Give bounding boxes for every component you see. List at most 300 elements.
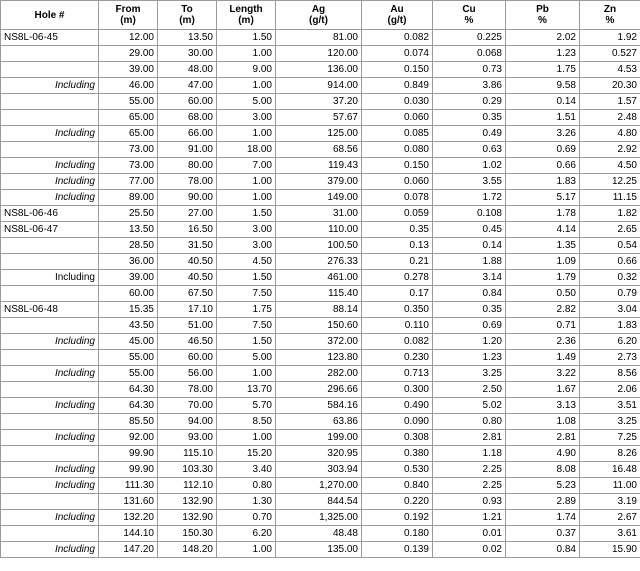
from-cell: 13.50 [99, 222, 158, 238]
pb-cell: 3.22 [506, 366, 580, 382]
column-header-pb [506, 1, 580, 30]
au-cell: 0.300 [362, 382, 433, 398]
au-cell: 0.180 [362, 526, 433, 542]
length-cell: 1.00 [217, 430, 276, 446]
length-cell: 1.00 [217, 78, 276, 94]
length-cell: 1.00 [217, 126, 276, 142]
ag-cell: 57.67 [276, 110, 362, 126]
ag-cell: 81.00 [276, 30, 362, 46]
column-header-label: Hole # [34, 9, 65, 21]
pb-cell: 0.37 [506, 526, 580, 542]
table-row [1, 30, 640, 46]
to-cell: 132.90 [158, 494, 217, 510]
ag-cell: 119.43 [276, 158, 362, 174]
pb-cell: 1.49 [506, 350, 580, 366]
cu-cell: 0.14 [433, 238, 506, 254]
cu-cell: 1.23 [433, 350, 506, 366]
hole-cell [1, 46, 99, 62]
au-cell: 0.490 [362, 398, 433, 414]
zn-cell: 16.48 [580, 462, 640, 478]
pb-cell: 1.75 [506, 62, 580, 78]
from-cell: 25.50 [99, 206, 158, 222]
au-cell: 0.074 [362, 46, 433, 62]
to-cell: 67.50 [158, 286, 217, 302]
ag-cell: 296.66 [276, 382, 362, 398]
cu-cell: 3.25 [433, 366, 506, 382]
including-label-cell: Including [1, 366, 99, 382]
hole-cell [1, 350, 99, 366]
table-row [1, 398, 640, 414]
length-cell: 5.00 [217, 94, 276, 110]
cu-cell: 1.72 [433, 190, 506, 206]
to-cell: 40.50 [158, 254, 217, 270]
zn-cell: 1.57 [580, 94, 640, 110]
to-cell: 46.50 [158, 334, 217, 350]
pb-cell: 4.14 [506, 222, 580, 238]
cu-cell: 0.63 [433, 142, 506, 158]
from-cell: 99.90 [99, 462, 158, 478]
hole-cell [1, 382, 99, 398]
table-row [1, 462, 640, 478]
from-cell: 60.00 [99, 286, 158, 302]
hole-cell [1, 142, 99, 158]
cu-cell: 0.02 [433, 542, 506, 558]
zn-cell: 4.50 [580, 158, 640, 174]
au-cell: 0.192 [362, 510, 433, 526]
to-cell: 17.10 [158, 302, 217, 318]
from-cell: 43.50 [99, 318, 158, 334]
column-header-unit: (g/t) [309, 15, 328, 26]
au-cell: 0.230 [362, 350, 433, 366]
ag-cell: 88.14 [276, 302, 362, 318]
zn-cell: 0.66 [580, 254, 640, 270]
length-cell: 5.70 [217, 398, 276, 414]
table-row [1, 126, 640, 142]
length-cell: 1.50 [217, 334, 276, 350]
hole-id-cell: NS8L-06-47 [1, 222, 99, 238]
table-row [1, 270, 640, 286]
cu-cell: 0.35 [433, 110, 506, 126]
to-cell: 70.00 [158, 398, 217, 414]
to-cell: 150.30 [158, 526, 217, 542]
zn-cell: 2.06 [580, 382, 640, 398]
column-header-zn [580, 1, 640, 30]
cu-cell: 0.45 [433, 222, 506, 238]
ag-cell: 63.86 [276, 414, 362, 430]
cu-cell: 3.55 [433, 174, 506, 190]
column-header-label: Au [390, 4, 404, 15]
au-cell: 0.078 [362, 190, 433, 206]
cu-cell: 1.20 [433, 334, 506, 350]
pb-cell: 1.83 [506, 174, 580, 190]
cu-cell: 0.29 [433, 94, 506, 110]
from-cell: 147.20 [99, 542, 158, 558]
from-cell: 36.00 [99, 254, 158, 270]
au-cell: 0.080 [362, 142, 433, 158]
pb-cell: 2.82 [506, 302, 580, 318]
from-cell: 55.00 [99, 94, 158, 110]
pb-cell: 0.84 [506, 542, 580, 558]
au-cell: 0.17 [362, 286, 433, 302]
to-cell: 60.00 [158, 350, 217, 366]
including-label-cell: Including [1, 430, 99, 446]
pb-cell: 0.69 [506, 142, 580, 158]
ag-cell: 37.20 [276, 94, 362, 110]
length-cell: 7.50 [217, 286, 276, 302]
from-cell: 55.00 [99, 350, 158, 366]
to-cell: 31.50 [158, 238, 217, 254]
pb-cell: 2.81 [506, 430, 580, 446]
table-row [1, 286, 640, 302]
column-header-label: Cu [462, 4, 476, 15]
zn-cell: 11.15 [580, 190, 640, 206]
table-row [1, 414, 640, 430]
ag-cell: 123.80 [276, 350, 362, 366]
pb-cell: 1.08 [506, 414, 580, 430]
including-label-cell: Including [1, 510, 99, 526]
cu-cell: 0.93 [433, 494, 506, 510]
length-cell: 1.00 [217, 190, 276, 206]
to-cell: 112.10 [158, 478, 217, 494]
length-cell: 1.75 [217, 302, 276, 318]
au-cell: 0.840 [362, 478, 433, 494]
cu-cell: 0.73 [433, 62, 506, 78]
zn-cell: 0.54 [580, 238, 640, 254]
including-label-cell: Including [1, 334, 99, 350]
table-row [1, 206, 640, 222]
zn-cell: 3.61 [580, 526, 640, 542]
au-cell: 0.082 [362, 30, 433, 46]
table-row [1, 94, 640, 110]
including-label-cell: Including [1, 542, 99, 558]
including-label-cell: Including [1, 478, 99, 494]
to-cell: 47.00 [158, 78, 217, 94]
ag-cell: 31.00 [276, 206, 362, 222]
ag-cell: 115.40 [276, 286, 362, 302]
table-row [1, 542, 640, 558]
length-cell: 6.20 [217, 526, 276, 542]
from-cell: 111.30 [99, 478, 158, 494]
ag-cell: 372.00 [276, 334, 362, 350]
au-cell: 0.350 [362, 302, 433, 318]
zn-cell: 12.25 [580, 174, 640, 190]
table-row [1, 478, 640, 494]
zn-cell: 15.90 [580, 542, 640, 558]
zn-cell: 11.00 [580, 478, 640, 494]
ag-cell: 100.50 [276, 238, 362, 254]
hole-id-cell: NS8L-06-45 [1, 30, 99, 46]
hole-cell [1, 286, 99, 302]
to-cell: 30.00 [158, 46, 217, 62]
from-cell: 15.35 [99, 302, 158, 318]
au-cell: 0.150 [362, 158, 433, 174]
ag-cell: 282.00 [276, 366, 362, 382]
table-row [1, 158, 640, 174]
ag-cell: 584.16 [276, 398, 362, 414]
from-cell: 92.00 [99, 430, 158, 446]
table-row [1, 174, 640, 190]
au-cell: 0.35 [362, 222, 433, 238]
to-cell: 80.00 [158, 158, 217, 174]
table-row [1, 190, 640, 206]
from-cell: 29.00 [99, 46, 158, 62]
zn-cell: 20.30 [580, 78, 640, 94]
hole-cell [1, 110, 99, 126]
column-header-unit: (m) [179, 15, 195, 26]
length-cell: 3.00 [217, 222, 276, 238]
cu-cell: 1.88 [433, 254, 506, 270]
to-cell: 16.50 [158, 222, 217, 238]
au-cell: 0.082 [362, 334, 433, 350]
column-header-label: Length [229, 4, 263, 15]
pb-cell: 5.23 [506, 478, 580, 494]
from-cell: 89.00 [99, 190, 158, 206]
length-cell: 1.50 [217, 270, 276, 286]
hole-cell [1, 494, 99, 510]
column-header-label: Pb [536, 4, 549, 15]
length-cell: 1.00 [217, 366, 276, 382]
cu-cell: 3.86 [433, 78, 506, 94]
column-header-unit: (m) [238, 15, 254, 26]
to-cell: 91.00 [158, 142, 217, 158]
to-cell: 66.00 [158, 126, 217, 142]
length-cell: 13.70 [217, 382, 276, 398]
to-cell: 78.00 [158, 382, 217, 398]
from-cell: 99.90 [99, 446, 158, 462]
table-row [1, 110, 640, 126]
cu-cell: 2.25 [433, 462, 506, 478]
column-header-label: Ag [311, 4, 326, 15]
length-cell: 7.00 [217, 158, 276, 174]
to-cell: 27.00 [158, 206, 217, 222]
ag-cell: 135.00 [276, 542, 362, 558]
table-body [1, 30, 640, 558]
column-header-unit: % [464, 15, 474, 26]
length-cell: 7.50 [217, 318, 276, 334]
zn-cell: 8.26 [580, 446, 640, 462]
table-row [1, 142, 640, 158]
table-row [1, 382, 640, 398]
including-label-cell: Including [1, 158, 99, 174]
zn-cell: 8.56 [580, 366, 640, 382]
ag-cell: 149.00 [276, 190, 362, 206]
ag-cell: 303.94 [276, 462, 362, 478]
zn-cell: 0.527 [580, 46, 640, 62]
pb-cell: 1.78 [506, 206, 580, 222]
length-cell: 15.20 [217, 446, 276, 462]
zn-cell: 2.65 [580, 222, 640, 238]
cu-cell: 1.18 [433, 446, 506, 462]
table-row [1, 302, 640, 318]
column-header-au [362, 1, 433, 30]
length-cell: 9.00 [217, 62, 276, 78]
cu-cell: 0.225 [433, 30, 506, 46]
length-cell: 4.50 [217, 254, 276, 270]
from-cell: 39.00 [99, 62, 158, 78]
pb-cell: 3.26 [506, 126, 580, 142]
cu-cell: 0.35 [433, 302, 506, 318]
to-cell: 94.00 [158, 414, 217, 430]
zn-cell: 3.04 [580, 302, 640, 318]
pb-cell: 1.09 [506, 254, 580, 270]
to-cell: 56.00 [158, 366, 217, 382]
au-cell: 0.278 [362, 270, 433, 286]
au-cell: 0.060 [362, 110, 433, 126]
cu-cell: 1.21 [433, 510, 506, 526]
table-row [1, 430, 640, 446]
from-cell: 65.00 [99, 126, 158, 142]
au-cell: 0.085 [362, 126, 433, 142]
pb-cell: 3.13 [506, 398, 580, 414]
table-row [1, 446, 640, 462]
length-cell: 0.80 [217, 478, 276, 494]
zn-cell: 4.53 [580, 62, 640, 78]
including-label-cell: Including [1, 270, 99, 286]
au-cell: 0.139 [362, 542, 433, 558]
table-row [1, 334, 640, 350]
including-label-cell: Including [1, 126, 99, 142]
zn-cell: 2.67 [580, 510, 640, 526]
pb-cell: 1.79 [506, 270, 580, 286]
length-cell: 5.00 [217, 350, 276, 366]
pb-cell: 1.23 [506, 46, 580, 62]
zn-cell: 3.51 [580, 398, 640, 414]
from-cell: 73.00 [99, 142, 158, 158]
hole-cell [1, 62, 99, 78]
ag-cell: 320.95 [276, 446, 362, 462]
zn-cell: 0.32 [580, 270, 640, 286]
hole-cell [1, 254, 99, 270]
pb-cell: 0.66 [506, 158, 580, 174]
pb-cell: 9.58 [506, 78, 580, 94]
pb-cell: 0.14 [506, 94, 580, 110]
column-header-to [158, 1, 217, 30]
au-cell: 0.380 [362, 446, 433, 462]
table-row [1, 222, 640, 238]
zn-cell: 6.20 [580, 334, 640, 350]
table-row [1, 510, 640, 526]
pb-cell: 2.89 [506, 494, 580, 510]
au-cell: 0.150 [362, 62, 433, 78]
pb-cell: 0.50 [506, 286, 580, 302]
au-cell: 0.110 [362, 318, 433, 334]
au-cell: 0.21 [362, 254, 433, 270]
zn-cell: 2.48 [580, 110, 640, 126]
column-header-length [217, 1, 276, 30]
column-header-from [99, 1, 158, 30]
zn-cell: 4.80 [580, 126, 640, 142]
length-cell: 1.30 [217, 494, 276, 510]
pb-cell: 0.71 [506, 318, 580, 334]
au-cell: 0.060 [362, 174, 433, 190]
zn-cell: 7.25 [580, 430, 640, 446]
table-row [1, 238, 640, 254]
from-cell: 85.50 [99, 414, 158, 430]
length-cell: 3.40 [217, 462, 276, 478]
cu-cell: 0.068 [433, 46, 506, 62]
column-header-cu [433, 1, 506, 30]
pb-cell: 1.35 [506, 238, 580, 254]
length-cell: 3.00 [217, 238, 276, 254]
pb-cell: 2.36 [506, 334, 580, 350]
au-cell: 0.220 [362, 494, 433, 510]
cu-cell: 3.14 [433, 270, 506, 286]
au-cell: 0.308 [362, 430, 433, 446]
cu-cell: 2.50 [433, 382, 506, 398]
column-header-hole [1, 1, 99, 30]
table-row [1, 366, 640, 382]
length-cell: 1.50 [217, 30, 276, 46]
to-cell: 13.50 [158, 30, 217, 46]
from-cell: 28.50 [99, 238, 158, 254]
ag-cell: 1,270.00 [276, 478, 362, 494]
from-cell: 73.00 [99, 158, 158, 174]
zn-cell: 0.79 [580, 286, 640, 302]
from-cell: 39.00 [99, 270, 158, 286]
au-cell: 0.530 [362, 462, 433, 478]
including-label-cell: Including [1, 78, 99, 94]
hole-cell [1, 414, 99, 430]
zn-cell: 1.82 [580, 206, 640, 222]
length-cell: 18.00 [217, 142, 276, 158]
to-cell: 93.00 [158, 430, 217, 446]
column-header-label: To [181, 4, 193, 15]
length-cell: 3.00 [217, 110, 276, 126]
table-row [1, 254, 640, 270]
ag-cell: 120.00 [276, 46, 362, 62]
zn-cell: 3.19 [580, 494, 640, 510]
ag-cell: 914.00 [276, 78, 362, 94]
from-cell: 144.10 [99, 526, 158, 542]
ag-cell: 150.60 [276, 318, 362, 334]
to-cell: 60.00 [158, 94, 217, 110]
cu-cell: 1.02 [433, 158, 506, 174]
to-cell: 68.00 [158, 110, 217, 126]
to-cell: 115.10 [158, 446, 217, 462]
length-cell: 1.00 [217, 174, 276, 190]
au-cell: 0.090 [362, 414, 433, 430]
from-cell: 64.30 [99, 382, 158, 398]
table-row [1, 62, 640, 78]
to-cell: 103.30 [158, 462, 217, 478]
cu-cell: 0.69 [433, 318, 506, 334]
length-cell: 1.00 [217, 542, 276, 558]
including-label-cell: Including [1, 398, 99, 414]
pb-cell: 8.08 [506, 462, 580, 478]
including-label-cell: Including [1, 190, 99, 206]
ag-cell: 68.56 [276, 142, 362, 158]
cu-cell: 2.81 [433, 430, 506, 446]
hole-cell [1, 526, 99, 542]
cu-cell: 0.108 [433, 206, 506, 222]
from-cell: 46.00 [99, 78, 158, 94]
table-row [1, 526, 640, 542]
pb-cell: 1.51 [506, 110, 580, 126]
from-cell: 64.30 [99, 398, 158, 414]
column-header-label: Zn [603, 4, 617, 15]
to-cell: 148.20 [158, 542, 217, 558]
table-row [1, 78, 640, 94]
hole-cell [1, 94, 99, 110]
length-cell: 0.70 [217, 510, 276, 526]
column-header-label: From [115, 4, 141, 15]
ag-cell: 276.33 [276, 254, 362, 270]
ag-cell: 844.54 [276, 494, 362, 510]
au-cell: 0.849 [362, 78, 433, 94]
ag-cell: 136.00 [276, 62, 362, 78]
column-header-unit: (g/t) [387, 15, 407, 26]
length-cell: 8.50 [217, 414, 276, 430]
